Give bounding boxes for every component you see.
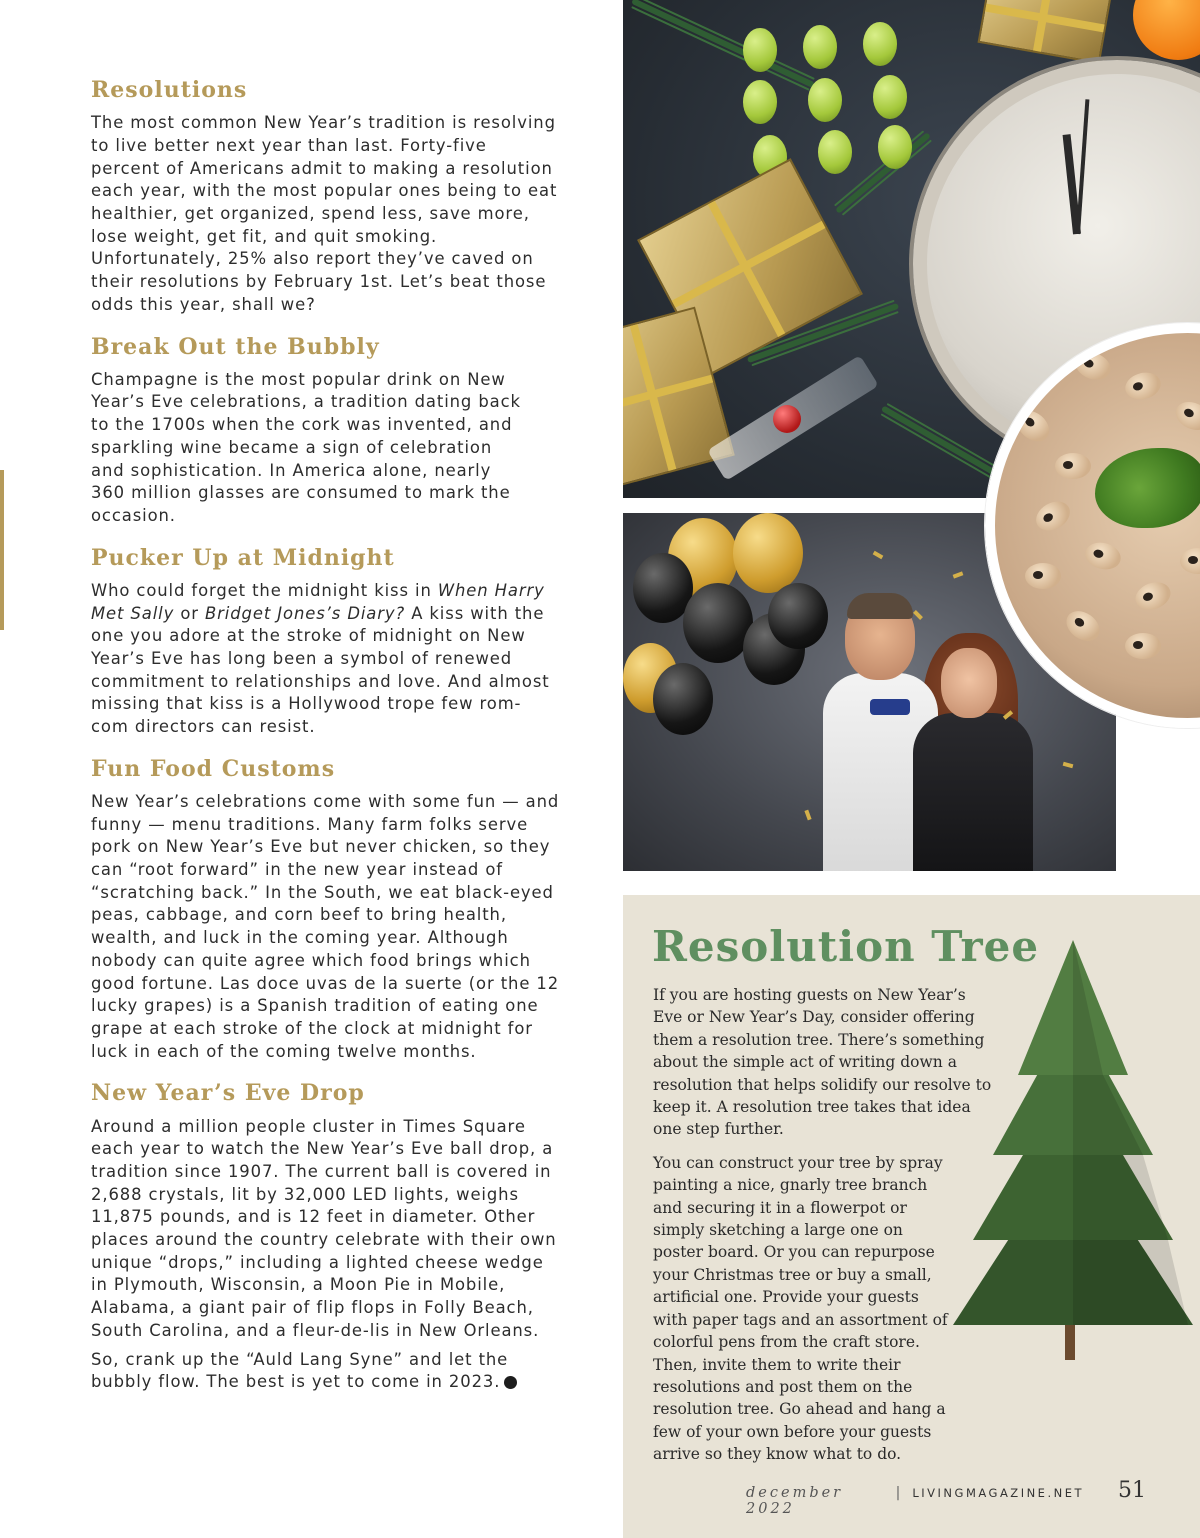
- sidebar-paragraph-2: You can construct your tree by spray painting a nice, gnarly tree branch and securing it in a flowerpot or simply sketching a large one on poster board. Or you can repurpose your Christmas tree or buy a small, artificial one. Provide your guests with paper tags and an assortment of colorful pens from the craft store. Then, invite them to write their resolutions and post them on the resolution tree. Go ahead and hang a few of your own before your guests arrive so they know what to do.: [653, 1153, 948, 1464]
- resolution-tree-sidebar: [623, 895, 1200, 1538]
- clock-minute-hand: [1076, 99, 1089, 234]
- paragraph-resolutions: The most common New Year’s tradition is resolving to live better next year than last. Forty-five percent of Americans admit to making a resolution each year, with the most popular ones being to eat healthier, get organized, spend less, save more, lose weight, get fit, and quit smoking. Unfortunately, 25% also report they’ve caved on their resolutions by February 1st. Let’s beat those odds this year, shall we?: [91, 113, 558, 314]
- pea: [1055, 453, 1091, 479]
- midnight-rest: A kiss with the one you adore at the stroke of midnight on New Year’s Eve has long been a symbol of renewed commitment to relationships and love. And almost missing that kiss is a Hollywood trope few rom-com directors can resist.: [91, 603, 550, 737]
- grape: [818, 130, 852, 174]
- woman-dress: [913, 713, 1033, 871]
- closing-text: So, crank up the “Auld Lang Syne” and let the bubbly flow. The best is yet to come in 2023.: [91, 1349, 509, 1392]
- paragraph-bubbly: Champagne is the most popular drink on New Year’s Eve celebrations, a tradition dating back to the 1700s when the cork was invented, and sparkling wine became a sign of celebration and sophistication. In America alone, nearly 360 million glasses are consumed to mark the occasion.: [91, 369, 521, 525]
- grape: [803, 25, 837, 69]
- grape: [808, 78, 842, 122]
- paragraph-closing: [91, 1349, 531, 1394]
- pea: [1122, 369, 1164, 403]
- article-column: [91, 78, 561, 1412]
- pea: [1125, 633, 1161, 659]
- paragraph-food-customs: New Year’s celebrations come with some fun — and funny — menu traditions. Many farm folks serve pork on New Year’s Eve but never chicken, so they can “root forward” in the new year instead of “scratching back.” In the South, we eat black-eyed peas, cabbage, and corn beef to bring health, wealth, and luck in the coming year. Although nobody can quite agree which food brings which good fortune. Las doce uvas de la suerte (or the 12 lucky grapes) is a Spanish tradition of eating one grape at each stroke of the clock at midnight for luck in each of the coming twelve months.: [91, 791, 560, 1061]
- midnight-or: or: [174, 603, 206, 623]
- heading-resolutions: Resolutions: [91, 77, 248, 103]
- confetti: [804, 810, 811, 821]
- page-edge-tab: [0, 470, 4, 630]
- heading-food-customs: Fun Food Customs: [91, 755, 336, 782]
- grape: [743, 80, 777, 124]
- red-ornament: [773, 405, 801, 433]
- man-hair: [847, 593, 913, 619]
- grape: [863, 22, 897, 66]
- midnight-intro: Who could forget the midnight kiss in: [91, 580, 438, 600]
- black-balloon: [768, 583, 828, 649]
- page-number: 51: [1118, 1478, 1146, 1503]
- pea: [1061, 605, 1105, 647]
- footer-site-link[interactable]: LIVINGMAGAZINE.NET: [912, 1486, 1084, 1500]
- pine-tree-illustration: [943, 940, 1200, 1370]
- orange: [1133, 0, 1200, 60]
- pea: [1025, 563, 1061, 589]
- film-title-bridget-jones: Bridget Jones’s Diary?: [205, 603, 406, 623]
- grape: [743, 28, 777, 72]
- footer-separator: |: [895, 1485, 901, 1501]
- heading-eve-drop: New Year’s Eve Drop: [91, 1080, 365, 1107]
- paragraph-eve-drop: Around a million people cluster in Times Square each year to watch the New Year’s Eve ball drop, a tradition since 1907. The current ball is covered in 2,688 crystals, lit by 32,000 LED lights, weighs 11,875 pounds, and is 12 feet in diameter. Other places around the country celebrate with their own unique “drops,” including a lighted cheese wedge in Plymouth, Wisconsin, a Moon Pie in Mobile, Alabama, a giant pair of flip flops in Folly Beach, South Carolina, and a fleur-de-lis in New Orleans.: [91, 1116, 557, 1340]
- pea: [1180, 548, 1200, 574]
- film-title-harry-sally: When Harry Met Sally: [91, 580, 545, 623]
- gold-balloon: [733, 513, 803, 593]
- grape: [878, 125, 912, 169]
- sidebar-paragraph-1: If you are hosting guests on New Year’s Eve or New Year’s Day, consider offering them a resolution tree. There’s something about the simple act of writing down a resolution that helps solidify our resolve to keep it. A resolution tree takes that idea one step further.: [653, 986, 992, 1139]
- grape: [873, 75, 907, 119]
- blue-bowtie: [870, 699, 910, 715]
- footer-date: december 2022: [746, 1485, 844, 1517]
- pea: [1025, 363, 1061, 389]
- pea: [1132, 578, 1175, 615]
- confetti: [1063, 762, 1074, 768]
- parsley-garnish: [1095, 448, 1200, 528]
- end-mark-icon: [504, 1376, 517, 1389]
- pine-branch: [631, 0, 815, 88]
- pea: [1031, 496, 1075, 537]
- heading-midnight: Pucker Up at Midnight: [91, 544, 395, 571]
- confetti: [913, 610, 923, 620]
- heading-bubbly: Break Out the Bubbly: [91, 333, 380, 360]
- sidebar-title: Resolution Tree: [652, 922, 1040, 971]
- gold-gift-box: [978, 0, 1113, 64]
- confetti: [953, 571, 964, 578]
- page-footer: [746, 1478, 1146, 1517]
- paragraph-midnight: [91, 580, 551, 739]
- confetti: [873, 551, 884, 559]
- woman-face: [941, 648, 997, 718]
- pea: [1171, 397, 1200, 436]
- black-balloon: [653, 663, 713, 735]
- pea: [1082, 539, 1124, 573]
